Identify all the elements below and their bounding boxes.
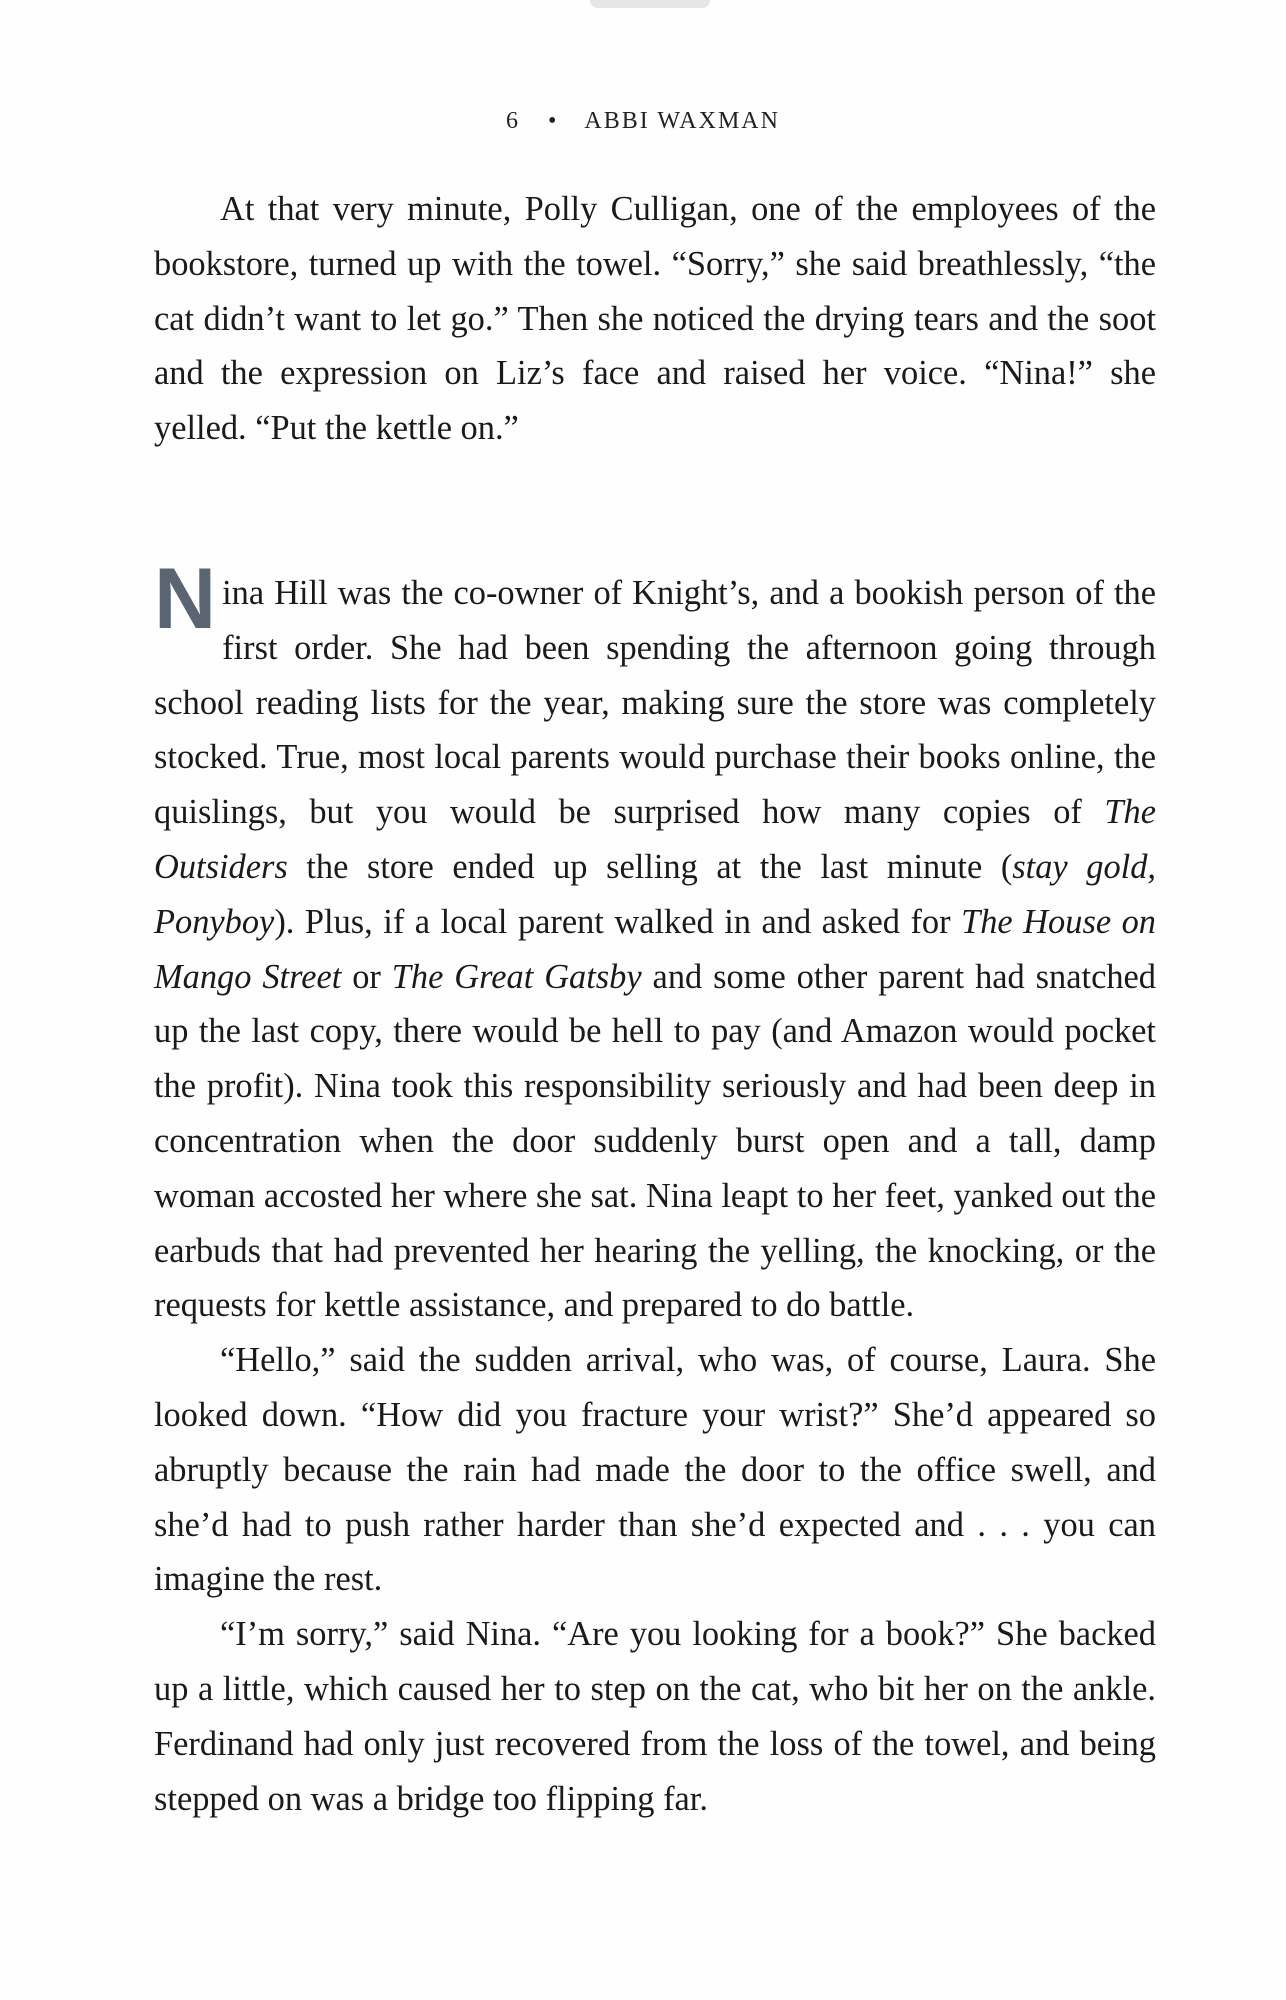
paragraph-polly: At that very minute, Polly Culligan, one of the employees of the bookstore, turned up with the towel. “Sorry,” she said breathlessly, “the cat didn’t want to let go.” Then she noticed the drying tears and the soot and the expression on Liz’s face and raised her voice. “Nina!” she yelled. “Put the kettle on.” (154, 190, 1156, 448)
book-title-outsiders: The Outsiders (154, 793, 1156, 886)
paragraph-nina-intro: Nina Hill was the co-owner of Knight’s, and a bookish person of the first order. She had been spending the afternoon going through school reading lists for the year, making sure the store was completely stocked. True, most local parents would purchase their books online, the quislings, but you would be surprised how many copies of The Outsiders the store ended up selling at the last minute (stay gold, Ponyboy). Plus, if a local parent walked in and asked for The House on Mango Street or The Great Gatsby and some other parent had snatched up the last copy, there would be hell to pay (and Amazon would pocket the profit). Nina took this responsibility seriously and had been deep in concentration when the door suddenly burst open and a tall, damp woman accosted her where she sat. Nina leapt to her feet, yanked out the earbuds that had prevented her hearing the yelling, the knocking, or the requests for kettle assistance, and prepared to do battle. (154, 551, 1157, 1325)
author-name: ABBI WAXMAN (584, 108, 780, 134)
paragraph-nina-sorry: “I’m sorry,” said Nina. “Are you looking for a book?” She backed up a little, which caused her to step on the cat, who bit her on the ankle. Ferdinand had only just recovered from the loss of the towel, and being stepped on was a bridge too flipping far. (154, 1615, 1156, 1818)
page-number: 6 (506, 108, 520, 134)
text-block-main (154, 551, 1157, 1826)
book-title-mango-street: The House on Mango Street (154, 902, 1156, 996)
quote-stay-gold: stay gold, Ponyboy (154, 847, 1157, 941)
book-title-gatsby: The Great Gatsby (391, 957, 642, 996)
header-separator: • (548, 108, 557, 134)
drop-cap: N (154, 551, 217, 647)
paragraph-laura-hello: “Hello,” said the sudden arrival, who was, of course, Laura. She looked down. “How did you fracture your wrist?” She’d appeared so abruptly because the rain had made the door to the office swell, and she’d had to push rather harder than she’d expected and . . . you can imagine the rest. (154, 1341, 1156, 1599)
running-head (0, 108, 1286, 135)
text-block-top (154, 182, 1156, 456)
scan-smudge (590, 0, 710, 8)
